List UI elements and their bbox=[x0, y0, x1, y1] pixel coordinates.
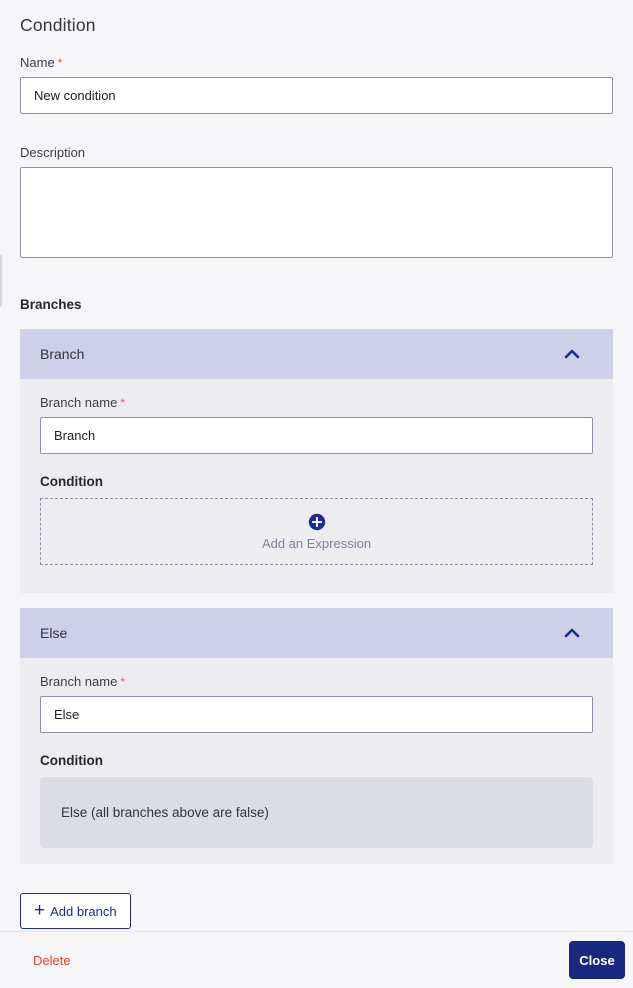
chevron-up-icon[interactable] bbox=[564, 349, 580, 359]
else-name-label-text: Branch name bbox=[40, 674, 118, 689]
else-card bbox=[20, 608, 613, 864]
page-title: Condition bbox=[20, 15, 96, 35]
plus-icon: + bbox=[34, 899, 46, 921]
required-asterisk: * bbox=[120, 396, 125, 410]
add-branch-label: Add branch bbox=[50, 903, 117, 919]
delete-button[interactable]: Delete bbox=[33, 952, 71, 968]
branch-name-input[interactable] bbox=[40, 417, 593, 454]
name-label bbox=[20, 55, 613, 70]
else-card-title: Else bbox=[40, 625, 68, 641]
required-asterisk: * bbox=[57, 56, 63, 70]
name-field-group bbox=[20, 55, 613, 114]
else-card-header[interactable] bbox=[20, 608, 613, 658]
condition-label: Condition bbox=[40, 753, 103, 768]
branch-name-label bbox=[40, 395, 593, 410]
branch-name-label-text: Branch name bbox=[40, 395, 118, 410]
description-label: Description bbox=[20, 145, 86, 160]
add-branch-button[interactable] bbox=[20, 893, 131, 929]
else-name-label bbox=[40, 674, 593, 689]
add-expression-label: Add an Expression bbox=[261, 535, 372, 551]
description-field-group bbox=[20, 145, 613, 263]
plus-circle-icon bbox=[308, 513, 326, 531]
else-card-body bbox=[20, 658, 613, 864]
add-expression-dropzone[interactable] bbox=[40, 498, 593, 565]
branches-heading: Branches bbox=[20, 297, 82, 312]
chevron-up-icon[interactable] bbox=[564, 628, 580, 638]
branch-card bbox=[20, 329, 613, 593]
required-asterisk: * bbox=[120, 675, 125, 689]
left-edge-shadow bbox=[0, 255, 3, 307]
else-condition-text: Else (all branches above are false) bbox=[61, 805, 269, 820]
else-name-input[interactable] bbox=[40, 696, 593, 733]
close-button[interactable]: Close bbox=[569, 941, 625, 979]
panel-footer bbox=[0, 931, 633, 988]
name-input[interactable] bbox=[20, 77, 613, 114]
condition-label: Condition bbox=[40, 474, 103, 489]
branch-card-body bbox=[20, 379, 613, 593]
branch-card-title: Branch bbox=[40, 346, 85, 362]
description-textarea[interactable] bbox=[20, 167, 613, 258]
name-label-text: Name bbox=[20, 55, 55, 70]
branch-card-header[interactable] bbox=[20, 329, 613, 379]
else-condition-box bbox=[40, 777, 593, 848]
